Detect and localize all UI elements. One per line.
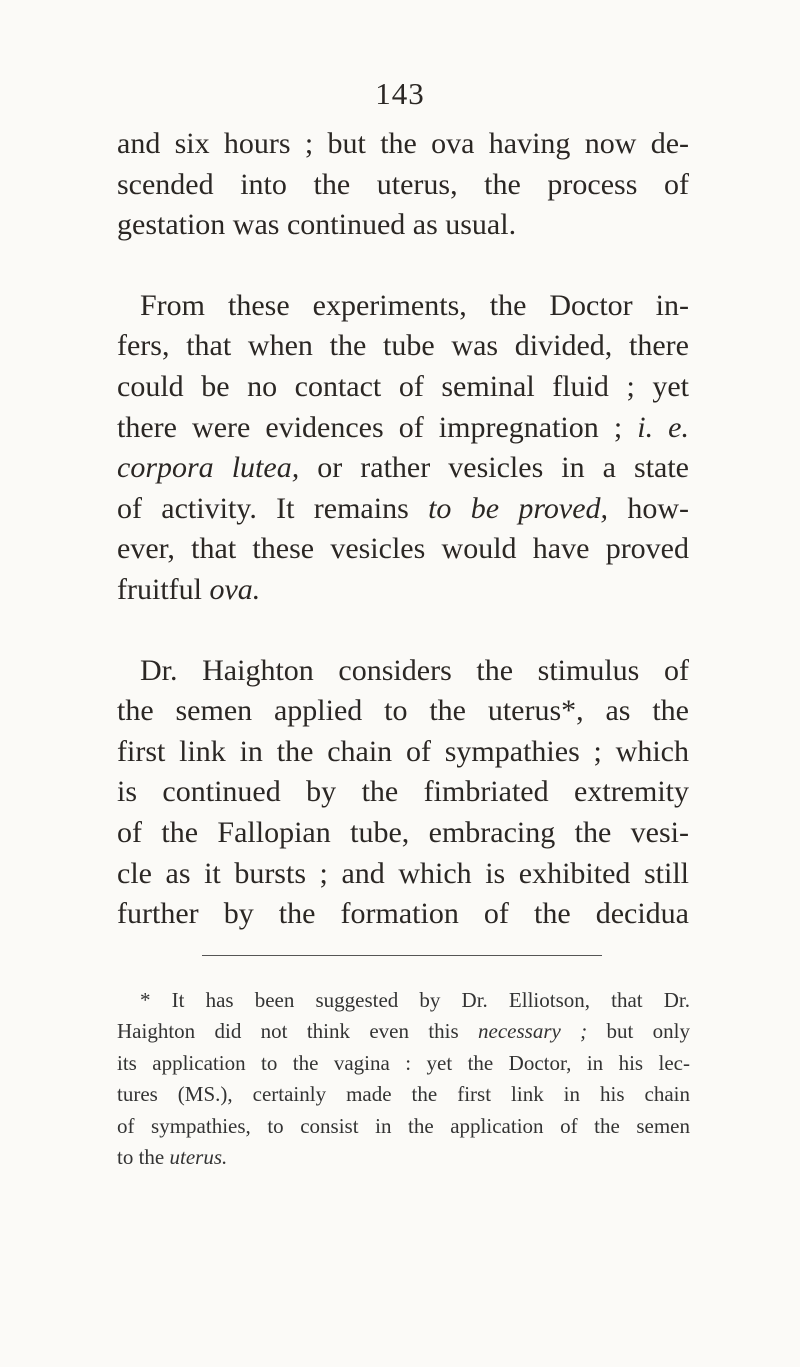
paragraph-3: [117, 651, 689, 935]
footnote-line: [117, 1016, 690, 1047]
italic-text: necessary ;: [478, 1019, 588, 1044]
footnote-line: * It has been suggested by Dr. Elliotson, that Dr.: [140, 988, 690, 1012]
text-span: how-: [608, 491, 689, 525]
text-span: but only: [587, 1019, 691, 1044]
text-line: [117, 448, 689, 489]
text-line: [117, 408, 689, 449]
paragraph-1: [117, 124, 689, 246]
italic-text: corpora lutea,: [117, 451, 300, 485]
text-line: From these experiments, the Doctor in-: [140, 288, 689, 322]
text-line: [117, 489, 689, 530]
paragraph-2: [117, 286, 689, 611]
italic-text: i. e.: [637, 410, 689, 444]
footnote-line: its application to the vagina : yet the Doctor, in his lec-: [117, 1050, 690, 1075]
text-span: of activity. It remains: [117, 491, 429, 525]
text-line: is continued by the fimbriated extremity: [117, 775, 689, 809]
text-span: fruitful: [117, 572, 210, 606]
text-span: Haighton did not think even this: [117, 1019, 479, 1044]
text-span: or rather vesicles in a state: [299, 451, 689, 485]
footnote-line: of sympathies, to consist in the application of the semen: [117, 1113, 690, 1138]
text-line: could be no contact of seminal fluid ; yet: [117, 369, 689, 403]
text-line: cle as it bursts ; and which is exhibited still: [117, 856, 689, 890]
text-line: fers, that when the tube was divided, there: [117, 329, 689, 363]
text-span: to the: [117, 1145, 170, 1170]
italic-text: uterus.: [169, 1145, 228, 1170]
footnote-line: tures (MS.), certainly made the first link in his chain: [117, 1082, 690, 1107]
footnote-divider: [202, 955, 602, 956]
text-line: and six hours ; but the ova having now de-: [117, 127, 689, 160]
text-line: the semen applied to the uterus*, as the: [117, 694, 689, 728]
text-line: first link in the chain of sympathies ; which: [117, 734, 689, 768]
text-line: ever, that these vesicles would have proved: [117, 532, 689, 566]
text-line: gestation was continued as usual.: [117, 208, 517, 242]
page-number: 143: [375, 76, 425, 111]
text-line: [117, 570, 689, 611]
text-line: scended into the uterus, the process of: [117, 167, 689, 201]
footnote: [117, 985, 690, 1173]
text-line: Dr. Haighton considers the stimulus of: [140, 653, 689, 687]
italic-text: ova.: [209, 572, 261, 606]
body-text: [117, 124, 689, 935]
text-line: further by the formation of the decidua: [117, 897, 689, 931]
italic-text: to be proved,: [428, 491, 609, 525]
text-line: of the Fallopian tube, embracing the vesi-: [117, 815, 689, 849]
text-span: there were evidences of impregnation ;: [117, 410, 638, 444]
footnote-line: [117, 1142, 690, 1173]
